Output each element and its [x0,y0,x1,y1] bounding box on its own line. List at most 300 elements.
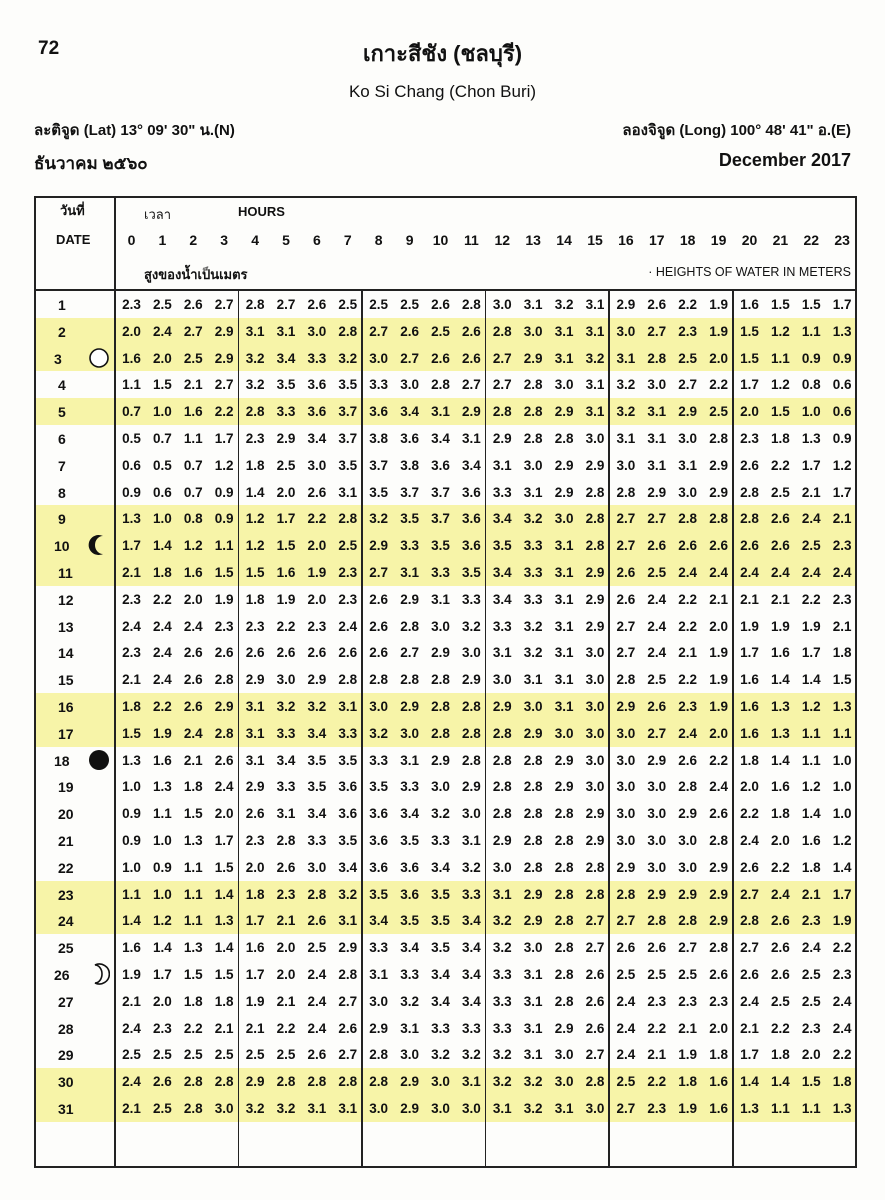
water-height-cell: 1.3 [801,431,821,446]
water-height-cell: 2.7 [183,323,203,339]
water-height-cell: 2.1 [801,484,821,500]
water-height-cell: 2.7 [616,538,636,554]
water-height-cell: 3.2 [276,1101,296,1116]
water-height-cell: 2.6 [709,806,728,822]
water-height-cell: 3.7 [431,511,450,527]
water-height-cell: 2.5 [338,297,358,312]
water-height-cell: 2.5 [400,297,419,312]
water-height-cell: 3.4 [462,993,481,1009]
water-height-cell: 3.2 [492,913,512,929]
water-height-cell: 2.1 [678,645,698,661]
hour-label: 7 [343,232,352,248]
water-height-cell: 2.8 [554,940,574,956]
water-height-cell: 1.7 [832,484,852,500]
water-height-cell: 1.3 [832,699,852,714]
water-height-cell: 2.8 [523,806,543,822]
water-height-cell: 0.5 [153,457,172,473]
water-height-cell: 3.2 [400,993,419,1009]
water-height-cell: 3.0 [369,699,389,714]
water-height-cell: 2.4 [801,940,821,956]
water-height-cell: 3.0 [462,645,481,661]
water-height-cell: 3.1 [523,1047,543,1063]
water-height-cell: 3.2 [585,350,605,366]
water-height-cell: 2.7 [678,377,698,393]
water-height-cell: 2.3 [647,1101,667,1116]
water-height-cell: 2.8 [431,377,450,393]
water-height-cell: 2.7 [585,1047,605,1063]
water-height-cell: 1.2 [771,377,790,393]
water-height-cell: 3.2 [523,645,543,661]
water-height-cell: 3.0 [616,833,636,848]
water-height-cell: 3.0 [307,457,327,473]
water-height-cell: 2.8 [338,511,358,527]
water-height-cell: 2.8 [462,699,481,714]
water-height-cell: 2.9 [585,833,605,848]
water-height-cell: 3.3 [492,618,512,634]
water-height-cell: 2.0 [276,484,296,500]
water-height-cell: 3.0 [431,1101,450,1116]
water-height-cell: 3.0 [492,859,512,875]
water-height-cell: 2.9 [585,457,605,473]
water-height-cell: 2.0 [183,591,203,607]
water-height-cell: 1.7 [245,913,265,929]
water-height-cell: 3.2 [616,404,636,420]
water-height-cell: 2.3 [122,591,141,607]
water-height-cell: 3.3 [276,779,296,795]
water-height-cell: 1.7 [214,431,234,446]
water-height-cell: 1.7 [245,967,265,982]
water-height-cell: 2.8 [369,1074,389,1090]
water-height-cell: 3.1 [554,350,574,366]
hour-label: 6 [312,232,321,248]
water-height-cell: 3.2 [245,1101,265,1116]
water-height-cell: 1.4 [214,886,234,902]
water-height-cell: 2.4 [647,591,667,607]
water-height-cell: 0.9 [832,431,852,446]
water-height-cell: 2.3 [832,591,852,607]
water-height-cell: 2.4 [771,886,790,902]
water-height-cell: 2.9 [616,297,636,312]
row-date: 5 [58,404,66,421]
water-height-cell: 2.9 [585,806,605,822]
water-height-cell: 2.9 [585,618,605,634]
water-height-cell: 3.2 [523,1101,543,1116]
water-height-cell: 2.8 [338,672,358,688]
water-height-cell: 3.1 [492,457,512,473]
water-height-cell: 0.7 [183,457,203,473]
water-height-cell: 2.9 [369,1020,389,1036]
water-height-cell: 3.2 [462,859,481,875]
water-height-cell: 3.2 [492,1047,512,1063]
water-height-cell: 2.2 [307,511,327,527]
water-height-cell: 2.9 [245,672,265,688]
water-height-cell: 1.1 [183,913,203,929]
water-height-cell: 3.5 [338,457,358,473]
water-height-cell: 2.9 [431,645,450,661]
water-height-cell: 2.7 [616,645,636,661]
water-height-cell: 3.0 [647,833,667,848]
water-height-cell: 3.1 [523,967,543,982]
water-height-cell: 2.2 [214,404,234,420]
water-height-cell: 3.0 [585,699,605,714]
water-height-cell: 2.6 [183,297,203,312]
water-height-cell: 1.8 [832,645,852,661]
hour-label: 23 [834,232,850,248]
water-height-cell: 2.5 [647,967,667,982]
water-height-cell: 2.1 [122,672,141,688]
row-date: 2 [58,323,66,340]
water-height-cell: 2.8 [523,779,543,795]
water-height-cell: 2.9 [492,431,512,446]
water-height-cell: 2.2 [647,1020,667,1036]
water-height-cell: 0.9 [153,859,172,875]
water-height-cell: 1.4 [832,859,852,875]
water-height-cell: 2.9 [554,1020,574,1036]
water-height-cell: 3.1 [523,993,543,1009]
row-date: 29 [58,1047,74,1064]
water-height-cell: 1.5 [214,967,234,982]
water-height-cell: 3.3 [400,967,419,982]
water-height-cell: 0.9 [214,511,234,527]
water-height-cell: 1.5 [771,297,790,312]
water-height-cell: 3.4 [492,565,512,580]
water-height-cell: 2.2 [832,1047,852,1063]
water-height-cell: 3.1 [554,538,574,554]
water-height-cell: 1.7 [740,645,759,661]
water-height-cell: 2.3 [338,565,358,580]
water-height-cell: 1.7 [214,833,234,848]
water-height-cell: 2.8 [214,672,234,688]
water-height-cell: 2.6 [369,618,389,634]
water-height-cell: 2.1 [183,752,203,768]
water-height-cell: 3.0 [431,1074,450,1090]
water-height-cell: 2.4 [740,833,759,848]
water-height-cell: 1.1 [801,1101,821,1116]
water-height-cell: 2.9 [554,457,574,473]
row-date: 15 [58,672,74,689]
water-height-cell: 2.1 [801,886,821,902]
water-height-cell: 1.0 [153,404,172,420]
water-height-cell: 1.6 [740,725,759,741]
water-height-cell: 3.3 [523,565,543,580]
water-height-cell: 2.8 [214,725,234,741]
row-date: 18 [54,752,70,769]
water-height-cell: 2.8 [709,431,728,446]
water-height-cell: 2.4 [647,645,667,661]
water-height-cell: 1.6 [771,779,790,795]
water-height-cell: 3.2 [523,618,543,634]
water-height-cell: 3.2 [523,1074,543,1090]
water-height-cell: 2.7 [369,565,389,580]
water-height-cell: 2.8 [616,886,636,902]
water-height-cell: 2.7 [338,993,358,1009]
water-height-cell: 2.1 [647,1047,667,1063]
water-height-cell: 2.6 [245,645,265,661]
water-height-cell: 2.3 [832,538,852,554]
water-height-cell: 2.6 [276,859,296,875]
water-height-cell: 2.8 [492,323,512,339]
water-height-cell: 2.8 [492,806,512,822]
full-moon-icon [88,347,110,369]
water-height-cell: 2.8 [585,859,605,875]
water-height-cell: 1.5 [740,323,759,339]
water-height-cell: 2.6 [214,752,234,768]
water-height-cell: 2.0 [153,993,172,1009]
water-height-cell: 2.4 [616,993,636,1009]
water-height-cell: 2.6 [338,1020,358,1036]
water-height-cell: 2.8 [740,511,759,527]
height-header-english: · HEIGHTS OF WATER IN METERS [648,265,851,279]
water-height-cell: 3.5 [307,752,327,768]
water-height-cell: 2.9 [214,699,234,714]
water-height-cell: 3.0 [554,1047,574,1063]
row-date: 25 [58,940,74,957]
water-height-cell: 2.2 [276,618,296,634]
water-height-cell: 1.5 [183,967,203,982]
water-height-cell: 2.8 [338,1074,358,1090]
row-date: 14 [58,645,74,662]
water-height-cell: 1.1 [183,886,203,902]
water-height-cell: 2.8 [183,1101,203,1116]
water-height-cell: 2.6 [647,297,667,312]
date-header-thai: วันที่ [60,203,85,218]
water-height-cell: 2.8 [554,833,574,848]
hour-label: 10 [432,232,449,248]
water-height-cell: 2.9 [585,591,605,607]
water-height-cell: 1.7 [153,967,172,982]
hour-label: 3 [220,232,229,248]
water-height-cell: 2.6 [740,538,759,554]
water-height-cell: 2.6 [678,538,698,554]
water-height-cell: 0.9 [122,806,141,822]
water-height-cell: 2.8 [523,752,543,768]
water-height-cell: 2.8 [523,859,543,875]
water-height-cell: 2.6 [616,565,636,580]
water-height-cell: 0.5 [122,431,141,446]
water-height-cell: 2.0 [214,806,234,822]
water-height-cell: 2.1 [183,377,203,393]
water-height-cell: 1.6 [122,940,141,956]
water-height-cell: 3.1 [431,591,450,607]
water-height-cell: 2.9 [709,457,728,473]
water-height-cell: 3.0 [585,779,605,795]
water-height-cell: 2.8 [709,511,728,527]
tide-table [34,196,857,1168]
water-height-cell: 1.5 [122,725,141,741]
row-date: 13 [58,618,74,635]
station-title-english: Ko Si Chang (Chon Buri) [348,82,537,101]
water-height-cell: 3.3 [400,538,419,554]
water-height-cell: 2.8 [554,886,574,902]
water-height-cell: 2.4 [832,565,852,580]
water-height-cell: 3.3 [492,967,512,982]
water-height-cell: 2.2 [771,859,790,875]
water-height-cell: 2.9 [338,940,358,956]
row-date: 31 [58,1101,74,1117]
water-height-cell: 2.4 [307,1020,327,1036]
water-height-cell: 0.8 [801,377,821,393]
water-height-cell: 2.9 [400,699,419,714]
water-height-cell: 2.1 [122,1101,141,1116]
water-height-cell: 1.6 [245,940,265,956]
hour-label: 1 [158,232,167,248]
row-date: 4 [58,377,66,394]
last-quarter-moon-icon [88,534,110,556]
water-height-cell: 3.0 [616,457,636,473]
water-height-cell: 2.3 [678,699,698,714]
water-height-cell: 2.5 [616,1074,636,1090]
water-height-cell: 3.5 [431,538,450,554]
water-height-cell: 3.3 [369,940,389,956]
hour-label: 20 [741,232,758,248]
water-height-cell: 3.1 [554,699,574,714]
water-height-cell: 2.6 [276,645,296,661]
height-header-thai: สูงของน้ำเป็นเมตร [144,267,248,282]
water-height-cell: 2.8 [554,859,574,875]
water-height-cell: 3.1 [276,323,296,339]
water-height-cell: 2.6 [307,484,327,500]
water-height-cell: 2.4 [153,645,172,661]
water-height-cell: 2.2 [771,1020,790,1036]
hour-label: 14 [556,232,572,248]
water-height-cell: 2.4 [678,725,698,741]
water-height-cell: 3.3 [369,752,389,768]
water-height-cell: 3.0 [616,323,636,339]
water-height-cell: 2.6 [647,538,667,554]
water-height-cell: 2.8 [369,672,389,688]
water-height-cell: 2.8 [431,725,450,741]
water-height-cell: 2.6 [771,913,790,929]
water-height-cell: 3.6 [338,779,358,795]
water-height-cell: 1.1 [832,725,852,741]
water-height-cell: 3.3 [307,833,327,848]
water-height-cell: 3.1 [245,752,265,768]
water-height-cell: 2.9 [307,672,327,688]
water-height-cell: 3.7 [338,404,358,420]
water-height-cell: 3.1 [647,404,667,420]
water-height-cell: 3.6 [369,859,389,875]
row-date: 27 [58,993,74,1010]
water-height-cell: 2.8 [431,699,450,714]
water-height-cell: 2.4 [616,1020,636,1036]
water-height-cell: 3.5 [431,940,450,956]
water-height-cell: 3.0 [647,779,667,795]
water-height-cell: 2.8 [616,672,636,688]
month-thai: ธันวาคม ๒๕๖๐ [34,154,148,173]
water-height-cell: 3.0 [276,672,296,688]
water-height-cell: 1.6 [153,752,172,768]
water-height-cell: 3.2 [369,725,389,741]
water-height-cell: 1.9 [276,591,296,607]
water-height-cell: 3.2 [523,511,543,527]
water-height-cell: 3.4 [276,752,296,768]
water-height-cell: 2.3 [801,913,821,929]
water-height-cell: 1.2 [801,779,821,795]
water-height-cell: 2.9 [709,859,728,875]
water-height-cell: 2.4 [771,565,790,580]
month-english: December 2017 [718,150,851,170]
water-height-cell: 1.4 [122,913,141,929]
water-height-cell: 3.0 [554,377,574,393]
water-height-cell: 2.9 [214,350,234,366]
water-height-cell: 3.7 [369,457,389,473]
water-height-cell: 2.9 [678,404,698,420]
water-height-cell: 2.1 [678,1020,698,1036]
water-height-cell: 2.3 [647,993,667,1009]
water-height-cell: 1.8 [245,886,265,902]
water-height-cell: 3.1 [462,431,481,446]
water-height-cell: 1.3 [153,779,172,795]
water-height-cell: 2.5 [709,404,728,420]
row-date: 8 [58,484,66,501]
water-height-cell: 2.6 [369,591,389,607]
water-height-cell: 2.7 [616,618,636,634]
water-height-cell: 1.5 [183,806,203,822]
water-height-cell: 3.0 [523,940,543,956]
water-height-cell: 2.7 [740,886,759,902]
water-height-cell: 2.9 [709,886,728,902]
water-height-cell: 1.0 [801,404,821,420]
water-height-cell: 1.1 [122,886,141,902]
water-height-cell: 1.9 [832,913,852,929]
water-height-cell: 3.5 [400,913,419,929]
water-height-cell: 3.4 [492,591,512,607]
hour-label: 16 [618,232,634,248]
water-height-cell: 3.0 [492,297,512,312]
water-height-cell: 0.6 [832,377,852,393]
water-height-cell: 2.2 [153,591,172,607]
water-height-cell: 2.8 [492,779,512,795]
water-height-cell: 1.8 [183,779,203,795]
water-height-cell: 0.6 [122,457,141,473]
water-height-cell: 1.9 [709,323,728,339]
water-height-cell: 3.0 [492,672,512,688]
water-height-cell: 2.8 [678,511,698,527]
water-height-cell: 1.6 [276,565,296,580]
water-height-cell: 1.8 [740,752,759,768]
water-height-cell: 2.2 [678,297,698,312]
water-height-cell: 2.6 [245,806,265,822]
water-height-cell: 2.4 [709,565,728,580]
water-height-cell: 2.3 [307,618,327,634]
water-height-cell: 3.1 [431,404,450,420]
water-height-cell: 3.2 [462,618,481,634]
hour-group-divider [238,289,240,1166]
water-height-cell: 2.6 [740,967,759,982]
water-height-cell: 2.1 [709,591,728,607]
water-height-cell: 1.8 [122,699,141,714]
water-height-cell: 2.1 [740,1020,759,1036]
water-height-cell: 3.1 [400,1020,419,1036]
water-height-cell: 3.0 [585,645,605,661]
water-height-cell: 2.5 [801,538,821,554]
water-height-cell: 1.3 [183,833,203,848]
water-height-cell: 2.1 [214,1020,234,1036]
water-height-cell: 3.0 [554,725,574,741]
water-height-cell: 2.9 [214,323,234,339]
water-height-cell: 2.1 [832,618,852,634]
water-height-cell: 1.6 [740,672,759,688]
water-height-cell: 2.0 [740,404,759,420]
water-height-cell: 2.8 [462,297,481,312]
water-height-cell: 3.1 [523,672,543,688]
water-height-cell: 3.3 [338,725,358,741]
water-height-cell: 3.1 [585,323,605,339]
water-height-cell: 2.7 [740,940,759,956]
water-height-cell: 3.0 [678,484,698,500]
water-height-cell: 3.5 [369,484,389,500]
water-height-cell: 2.7 [647,511,667,527]
